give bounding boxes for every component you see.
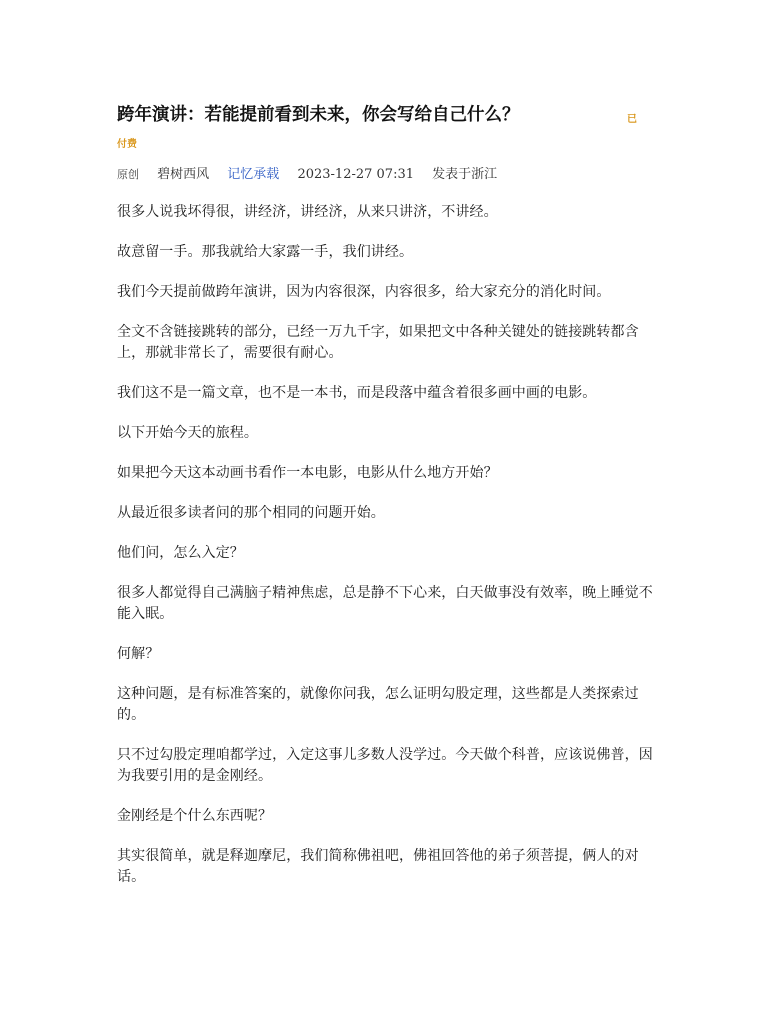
paragraph: 何解？ xyxy=(117,646,160,662)
paragraph: 从最近很多读者问的那个相同的问题开始。 xyxy=(117,505,385,521)
paragraph: 以下开始今天的旅程。 xyxy=(117,425,258,441)
paragraph: 金刚经是个什么东西呢？ xyxy=(117,808,273,824)
paragraph: 其实很简单，就是释迦摩尼，我们简称佛祖吧，佛祖回答他的弟子须菩提，俩人的对话。 xyxy=(117,848,639,885)
paragraph: 我们今天提前做跨年演讲，因为内容很深，内容很多，给大家充分的消化时间。 xyxy=(117,284,611,300)
article-body xyxy=(117,202,657,907)
paragraph: 很多人说我坏得很，讲经济，讲经济，从来只讲济，不讲经。 xyxy=(117,204,498,220)
author-name: 碧树西风 xyxy=(157,167,210,182)
original-label: 原创 xyxy=(117,168,139,181)
paragraph: 故意留一手。那我就给大家露一手，我们讲经。 xyxy=(117,244,414,260)
article-meta xyxy=(117,166,511,184)
paragraph: 他们问，怎么入定？ xyxy=(117,545,244,561)
paragraph: 很多人都觉得自己满脑子精神焦虑，总是静不下心来，白天做事没有效率，晚上睡觉不能入眠。 xyxy=(117,585,653,622)
paragraph: 这种问题，是有标准答案的，就像你问我，怎么证明勾股定理，这些都是人类探索过的。 xyxy=(117,686,639,723)
paragraph: 全文不含链接跳转的部分，已经一万九千字，如果把文中各种关键处的链接跳转都含上，那就非常长了，需要很有耐心。 xyxy=(117,324,639,361)
paid-badge-bottom: 付费 xyxy=(117,139,137,150)
account-link[interactable]: 记忆承载 xyxy=(227,167,280,182)
title-row xyxy=(117,101,657,131)
publish-location: 发表于浙江 xyxy=(432,167,498,182)
paid-badge-top: 已 xyxy=(627,114,637,125)
paragraph: 只不过勾股定理咱都学过，入定这事儿多数人没学过。今天做个科普，应该说佛普，因为我要引用的是金刚经。 xyxy=(117,747,653,784)
article-title: 跨年演讲：若能提前看到未来，你会写给自己什么？ xyxy=(117,105,520,125)
paragraph: 如果把今天这本动画书看作一本电影，电影从什么地方开始？ xyxy=(117,465,498,481)
publish-datetime: 2023-12-27 07:31 xyxy=(297,167,415,182)
paragraph: 我们这不是一篇文章，也不是一本书，而是段落中蕴含着很多画中画的电影。 xyxy=(117,385,597,401)
